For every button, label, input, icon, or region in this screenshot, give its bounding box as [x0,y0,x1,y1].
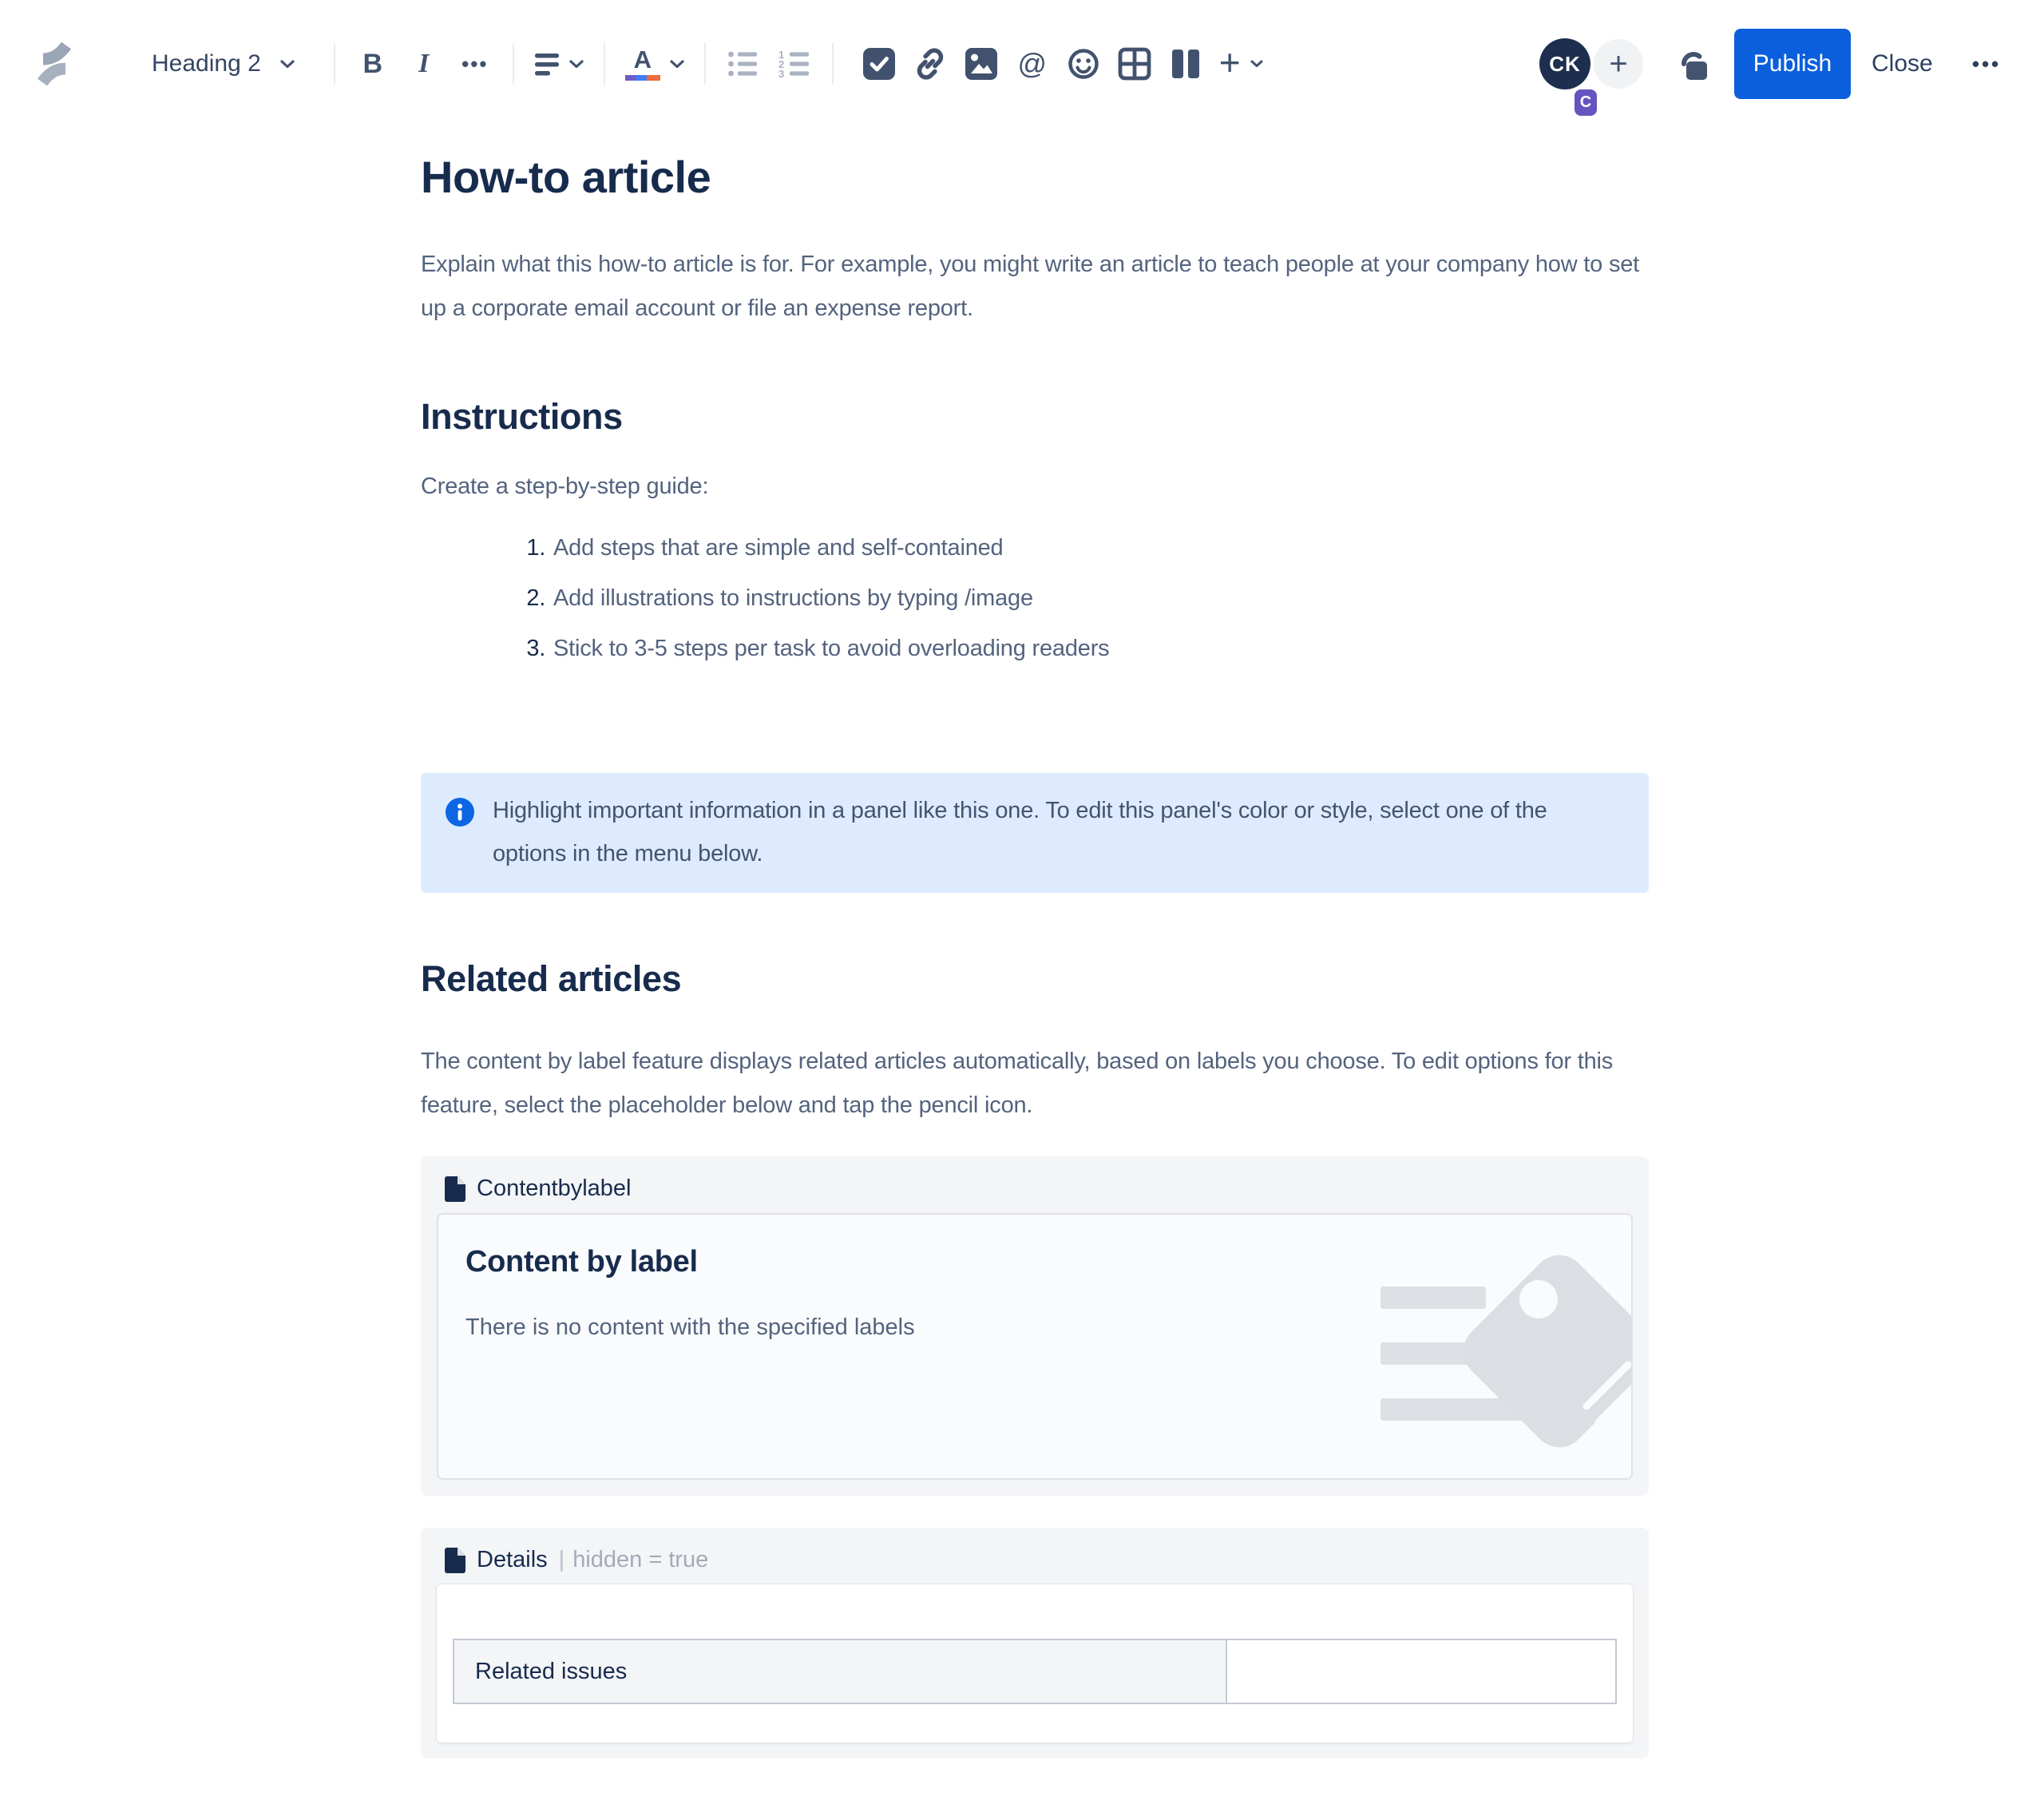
bold-button[interactable]: B [351,40,395,88]
table-row [454,1639,1616,1703]
text-color-icon: A [625,47,660,81]
list-item[interactable]: 3. Stick to 3-5 steps per task to avoid overloading readers [552,627,1649,671]
list-item[interactable]: 2. Add illustrations to instructions by typing /image [552,577,1649,620]
more-actions-button[interactable]: ••• [1955,29,2018,99]
plus-icon: + [1218,42,1241,83]
invite-collaborator-button[interactable]: + [1594,39,1643,89]
editor-toolbar [0,0,2044,128]
unlock-icon[interactable] [1670,42,1715,86]
details-card[interactable] [437,1584,1633,1743]
macro-params: hidden = true [572,1547,709,1572]
svg-text:1: 1 [778,50,785,61]
instructions-lead[interactable]: Create a step-by-step guide: [421,474,709,499]
toolbar-actions [0,0,2044,128]
more-formatting-button[interactable]: ••• [453,40,497,88]
tag-illustration [1200,1235,1631,1480]
info-panel-text: Highlight important information in a panel like this one. To edit this panel's color or style, select one of the options in the menu below. [493,798,1547,866]
macro-param-separator: | [558,1547,565,1572]
document-icon [445,1176,465,1202]
editor-canvas[interactable] [421,128,1649,1758]
list-item[interactable]: 1. Add steps that are simple and self-contained [552,526,1649,570]
contentbylabel-empty-message: There is no content with the specified labels [465,1314,915,1340]
document-icon [445,1548,465,1573]
details-macro[interactable] [421,1528,1649,1758]
info-icon [445,797,475,827]
instructions-list[interactable] [421,526,1649,671]
macro-header [437,1169,1633,1213]
details-row-label-cell[interactable]: Related issues [454,1639,1226,1703]
related-articles-paragraph[interactable]: The content by label feature displays related articles automatically, based on labels you choose. To edit options for this feature, select the placeholder below and tap the pencil icon. [421,1049,1614,1118]
related-articles-heading[interactable]: Related articles [421,958,682,999]
page-title[interactable]: How-to article [421,152,711,202]
mention-button[interactable]: @ [1010,40,1055,88]
details-row-value-cell[interactable] [1226,1639,1616,1703]
macro-name: Contentbylabel [477,1176,632,1201]
svg-text:2: 2 [778,58,785,70]
instructions-heading[interactable]: Instructions [421,396,623,437]
publish-button[interactable]: Publish [1734,29,1851,99]
contentbylabel-placeholder[interactable] [437,1213,1633,1480]
details-table [453,1639,1617,1704]
avatar[interactable]: CK [1539,38,1590,89]
text-style-label: Heading 2 [152,50,261,77]
svg-text:3: 3 [778,68,785,78]
italic-button[interactable]: I [402,40,446,88]
info-panel[interactable] [421,773,1649,893]
intro-paragraph[interactable]: Explain what this how-to article is for. For example, you might write an article to teach people at your company how to set up a corporate email account or file an expense report. [421,252,1640,321]
macro-name: Details [477,1547,548,1572]
contentbylabel-title: Content by label [465,1245,698,1279]
macro-header [437,1540,1633,1584]
avatar-badge: C [1575,89,1597,116]
close-button[interactable]: Close [1860,29,1944,99]
contentbylabel-macro[interactable] [421,1156,1649,1496]
